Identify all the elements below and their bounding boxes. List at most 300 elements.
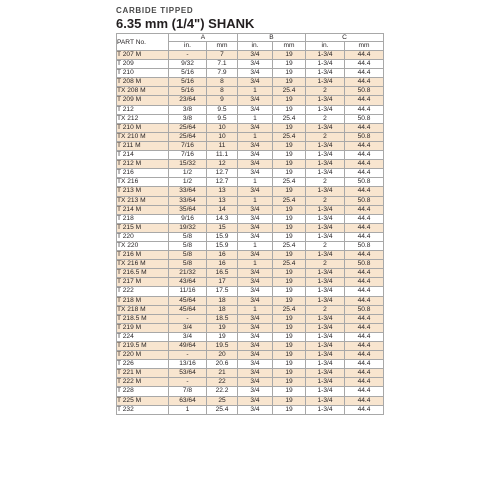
table-row — [117, 296, 384, 305]
table-row — [117, 251, 384, 260]
cell-b-in: 3/4 — [238, 342, 273, 351]
cell-b-in: 3/4 — [238, 187, 273, 196]
cell-b-in: 3/4 — [238, 232, 273, 241]
cell-b-mm: 19 — [273, 151, 306, 160]
cell-a-in: 7/8 — [169, 387, 207, 396]
part-number-cell: T 216.5 M — [117, 269, 169, 278]
cell-a-mm: 12 — [207, 160, 238, 169]
part-number-cell: TX 218 M — [117, 305, 169, 314]
cell-a-mm: 8 — [207, 87, 238, 96]
part-number-cell: T 207 M — [117, 51, 169, 60]
cell-b-in: 3/4 — [238, 378, 273, 387]
cell-c-mm: 44.4 — [345, 287, 384, 296]
cell-c-mm: 44.4 — [345, 123, 384, 132]
cell-c-mm: 44.4 — [345, 360, 384, 369]
cell-b-in: 3/4 — [238, 332, 273, 341]
part-number-cell: T 209 M — [117, 96, 169, 105]
table-row — [117, 214, 384, 223]
table-row — [117, 405, 384, 414]
cell-b-in: 3/4 — [238, 287, 273, 296]
cell-a-in: 9/16 — [169, 214, 207, 223]
cell-c-in: 1-3/4 — [306, 51, 345, 60]
cell-c-mm: 44.4 — [345, 151, 384, 160]
cell-b-mm: 19 — [273, 342, 306, 351]
cell-a-mm: 18 — [207, 296, 238, 305]
cell-a-in: 5/16 — [169, 69, 207, 78]
part-number-cell: T 220 M — [117, 351, 169, 360]
cell-a-in: 23/64 — [169, 96, 207, 105]
cell-c-mm: 50.8 — [345, 196, 384, 205]
cell-a-mm: 16.5 — [207, 269, 238, 278]
cell-c-mm: 44.4 — [345, 296, 384, 305]
part-number-cell: T 210 — [117, 69, 169, 78]
cell-c-mm: 44.4 — [345, 51, 384, 60]
cell-a-in: 5/8 — [169, 241, 207, 250]
table-body — [117, 51, 384, 415]
cell-b-in: 1 — [238, 87, 273, 96]
cell-c-in: 1-3/4 — [306, 405, 345, 414]
table-row — [117, 305, 384, 314]
cell-a-mm: 15.9 — [207, 232, 238, 241]
part-number-cell: T 225 M — [117, 396, 169, 405]
unit-header-b-in: in. — [238, 42, 273, 51]
cell-c-mm: 50.8 — [345, 178, 384, 187]
cell-c-in: 1-3/4 — [306, 69, 345, 78]
column-header-a: A — [169, 34, 238, 42]
table-row — [117, 105, 384, 114]
cell-c-in: 1-3/4 — [306, 151, 345, 160]
cell-a-in: - — [169, 51, 207, 60]
cell-b-in: 1 — [238, 196, 273, 205]
cell-b-in: 3/4 — [238, 96, 273, 105]
cell-c-in: 1-3/4 — [306, 369, 345, 378]
cell-a-mm: 7.1 — [207, 60, 238, 69]
part-number-cell: TX 216 — [117, 178, 169, 187]
cell-a-mm: 17 — [207, 278, 238, 287]
cell-c-in: 1-3/4 — [306, 169, 345, 178]
cell-a-mm: 18 — [207, 305, 238, 314]
part-number-cell: T 222 — [117, 287, 169, 296]
cell-a-in: 1/2 — [169, 178, 207, 187]
cell-c-in: 1-3/4 — [306, 351, 345, 360]
cell-a-in: 43/64 — [169, 278, 207, 287]
cell-a-mm: 8 — [207, 78, 238, 87]
cell-b-mm: 19 — [273, 214, 306, 223]
cell-a-in: 1 — [169, 405, 207, 414]
cell-a-mm: 7.9 — [207, 69, 238, 78]
part-number-cell: T 224 — [117, 332, 169, 341]
cell-b-in: 1 — [238, 260, 273, 269]
cell-c-in: 2 — [306, 196, 345, 205]
cell-c-in: 1-3/4 — [306, 360, 345, 369]
cell-b-mm: 19 — [273, 278, 306, 287]
cell-c-mm: 50.8 — [345, 87, 384, 96]
cell-c-mm: 44.4 — [345, 78, 384, 87]
part-number-cell: T 215 M — [117, 223, 169, 232]
cell-b-in: 3/4 — [238, 160, 273, 169]
unit-header-c-in: in. — [306, 42, 345, 51]
cell-a-in: 3/4 — [169, 332, 207, 341]
unit-header-a-mm: mm — [207, 42, 238, 51]
cell-b-mm: 19 — [273, 332, 306, 341]
cell-b-mm: 19 — [273, 223, 306, 232]
part-number-cell: T 214 — [117, 151, 169, 160]
table-row — [117, 360, 384, 369]
table-row — [117, 160, 384, 169]
cell-c-in: 1-3/4 — [306, 378, 345, 387]
part-number-cell: TX 212 — [117, 114, 169, 123]
cell-c-in: 1-3/4 — [306, 205, 345, 214]
cell-b-mm: 19 — [273, 232, 306, 241]
cell-a-mm: 13 — [207, 196, 238, 205]
cell-b-in: 3/4 — [238, 405, 273, 414]
cell-a-in: 53/64 — [169, 369, 207, 378]
table-row — [117, 169, 384, 178]
part-number-cell: TX 208 M — [117, 87, 169, 96]
table-row — [117, 141, 384, 150]
cell-a-in: 7/16 — [169, 141, 207, 150]
cell-c-mm: 50.8 — [345, 114, 384, 123]
cell-a-in: 45/64 — [169, 305, 207, 314]
cell-b-in: 3/4 — [238, 278, 273, 287]
column-header-part-no: PART No. — [117, 34, 169, 51]
cell-b-in: 1 — [238, 114, 273, 123]
cell-a-in: 3/8 — [169, 114, 207, 123]
cell-b-in: 3/4 — [238, 105, 273, 114]
cell-c-in: 1-3/4 — [306, 96, 345, 105]
cell-a-mm: 14.3 — [207, 214, 238, 223]
part-number-cell: T 209 — [117, 60, 169, 69]
cell-c-mm: 44.4 — [345, 96, 384, 105]
cell-c-in: 2 — [306, 241, 345, 250]
cell-a-in: 25/64 — [169, 132, 207, 141]
table-row — [117, 342, 384, 351]
cell-b-in: 3/4 — [238, 323, 273, 332]
cell-c-in: 2 — [306, 114, 345, 123]
cell-b-mm: 19 — [273, 96, 306, 105]
cell-c-mm: 44.4 — [345, 378, 384, 387]
part-number-cell: T 219.5 M — [117, 342, 169, 351]
cell-b-mm: 25.4 — [273, 260, 306, 269]
cell-a-in: 49/64 — [169, 342, 207, 351]
cell-c-mm: 44.4 — [345, 342, 384, 351]
cell-c-mm: 44.4 — [345, 160, 384, 169]
table-row — [117, 69, 384, 78]
cell-a-in: 45/64 — [169, 296, 207, 305]
cell-c-in: 1-3/4 — [306, 123, 345, 132]
table-row — [117, 369, 384, 378]
cell-b-in: 3/4 — [238, 214, 273, 223]
part-number-cell: T 226 — [117, 360, 169, 369]
cell-a-mm: 22 — [207, 378, 238, 387]
cell-b-in: 3/4 — [238, 269, 273, 278]
cell-a-in: 11/16 — [169, 287, 207, 296]
cell-c-in: 1-3/4 — [306, 269, 345, 278]
cell-c-mm: 44.4 — [345, 396, 384, 405]
cell-c-mm: 44.4 — [345, 105, 384, 114]
cell-b-mm: 19 — [273, 323, 306, 332]
part-number-cell: T 216 M — [117, 251, 169, 260]
table-row — [117, 123, 384, 132]
cell-b-in: 3/4 — [238, 51, 273, 60]
cell-a-mm: 16 — [207, 260, 238, 269]
table-row — [117, 205, 384, 214]
cell-c-mm: 44.4 — [345, 141, 384, 150]
cell-a-mm: 16 — [207, 251, 238, 260]
cell-b-in: 3/4 — [238, 151, 273, 160]
cell-c-in: 2 — [306, 132, 345, 141]
cell-b-in: 3/4 — [238, 251, 273, 260]
table-row — [117, 287, 384, 296]
cell-c-mm: 44.4 — [345, 232, 384, 241]
section-subtitle: CARBIDE TIPPED — [116, 6, 194, 15]
cell-a-mm: 11 — [207, 141, 238, 150]
part-number-cell: T 218 M — [117, 296, 169, 305]
table-row — [117, 241, 384, 250]
cell-c-in: 1-3/4 — [306, 396, 345, 405]
cell-a-mm: 22.2 — [207, 387, 238, 396]
cell-b-mm: 19 — [273, 269, 306, 278]
cell-a-in: 3/4 — [169, 323, 207, 332]
cell-b-mm: 19 — [273, 169, 306, 178]
table-row — [117, 223, 384, 232]
cell-c-in: 1-3/4 — [306, 141, 345, 150]
unit-header-b-mm: mm — [273, 42, 306, 51]
cell-c-in: 2 — [306, 305, 345, 314]
cell-a-in: - — [169, 314, 207, 323]
cell-c-mm: 44.4 — [345, 214, 384, 223]
cell-a-in: 1/2 — [169, 169, 207, 178]
table-row — [117, 378, 384, 387]
cell-b-mm: 19 — [273, 314, 306, 323]
cell-a-mm: 20 — [207, 351, 238, 360]
cell-b-in: 1 — [238, 241, 273, 250]
cell-a-in: 7/16 — [169, 151, 207, 160]
cell-b-in: 1 — [238, 132, 273, 141]
cell-b-in: 3/4 — [238, 369, 273, 378]
cell-b-in: 3/4 — [238, 296, 273, 305]
cell-c-in: 1-3/4 — [306, 342, 345, 351]
cell-c-in: 1-3/4 — [306, 214, 345, 223]
table-row — [117, 314, 384, 323]
cell-b-mm: 19 — [273, 78, 306, 87]
cell-c-mm: 44.4 — [345, 332, 384, 341]
table-row — [117, 178, 384, 187]
table-row — [117, 351, 384, 360]
cell-b-in: 3/4 — [238, 78, 273, 87]
cell-c-mm: 44.4 — [345, 251, 384, 260]
table-row — [117, 132, 384, 141]
cell-c-mm: 44.4 — [345, 314, 384, 323]
cell-c-mm: 44.4 — [345, 60, 384, 69]
cell-c-in: 2 — [306, 178, 345, 187]
cell-a-in: 13/16 — [169, 360, 207, 369]
cell-a-in: 35/64 — [169, 205, 207, 214]
part-number-cell: T 218.5 M — [117, 314, 169, 323]
column-header-b: B — [238, 34, 306, 42]
cell-b-in: 3/4 — [238, 351, 273, 360]
part-number-cell: T 214 M — [117, 205, 169, 214]
cell-b-in: 3/4 — [238, 396, 273, 405]
table-row — [117, 114, 384, 123]
cell-c-mm: 44.4 — [345, 223, 384, 232]
cell-b-mm: 25.4 — [273, 178, 306, 187]
part-number-cell: TX 220 — [117, 241, 169, 250]
cell-c-mm: 44.4 — [345, 323, 384, 332]
cell-c-in: 1-3/4 — [306, 60, 345, 69]
cell-b-in: 3/4 — [238, 360, 273, 369]
section-title: 6.35 mm (1/4") SHANK — [116, 16, 255, 31]
cell-a-mm: 19 — [207, 332, 238, 341]
part-number-cell: T 222 M — [117, 378, 169, 387]
header-row-groups — [117, 34, 384, 42]
cell-a-in: 15/32 — [169, 160, 207, 169]
cell-a-in: - — [169, 351, 207, 360]
cell-b-mm: 19 — [273, 105, 306, 114]
unit-header-a-in: in. — [169, 42, 207, 51]
cell-b-mm: 19 — [273, 51, 306, 60]
cell-a-in: 5/16 — [169, 87, 207, 96]
cell-c-in: 1-3/4 — [306, 160, 345, 169]
cell-c-in: 1-3/4 — [306, 323, 345, 332]
cell-c-mm: 50.8 — [345, 241, 384, 250]
cell-a-mm: 15.9 — [207, 241, 238, 250]
cell-c-mm: 44.4 — [345, 369, 384, 378]
cell-a-mm: 19 — [207, 323, 238, 332]
cell-c-mm: 44.4 — [345, 405, 384, 414]
part-number-cell: T 216 — [117, 169, 169, 178]
table-row — [117, 60, 384, 69]
part-number-cell: T 212 — [117, 105, 169, 114]
cell-c-mm: 44.4 — [345, 187, 384, 196]
table-row — [117, 396, 384, 405]
cell-a-mm: 12.7 — [207, 178, 238, 187]
cell-b-mm: 19 — [273, 387, 306, 396]
cell-a-mm: 25 — [207, 396, 238, 405]
cell-a-mm: 7 — [207, 51, 238, 60]
cell-b-in: 3/4 — [238, 205, 273, 214]
cell-c-mm: 44.4 — [345, 278, 384, 287]
cell-b-mm: 19 — [273, 378, 306, 387]
cell-b-in: 3/4 — [238, 123, 273, 132]
cell-b-in: 3/4 — [238, 314, 273, 323]
cell-c-in: 1-3/4 — [306, 278, 345, 287]
cell-c-in: 1-3/4 — [306, 332, 345, 341]
column-header-c: C — [306, 34, 384, 42]
cell-b-in: 3/4 — [238, 141, 273, 150]
table-row — [117, 51, 384, 60]
cell-a-mm: 17.5 — [207, 287, 238, 296]
cell-b-in: 3/4 — [238, 69, 273, 78]
cell-c-in: 1-3/4 — [306, 251, 345, 260]
cell-a-in: 33/64 — [169, 187, 207, 196]
cell-b-mm: 19 — [273, 360, 306, 369]
cell-b-mm: 25.4 — [273, 132, 306, 141]
table-row — [117, 260, 384, 269]
cell-b-mm: 19 — [273, 60, 306, 69]
cell-c-in: 1-3/4 — [306, 287, 345, 296]
cell-b-mm: 19 — [273, 141, 306, 150]
part-number-cell: T 220 — [117, 232, 169, 241]
cell-c-mm: 44.4 — [345, 269, 384, 278]
cell-b-in: 3/4 — [238, 223, 273, 232]
cell-b-mm: 19 — [273, 405, 306, 414]
cell-b-in: 1 — [238, 305, 273, 314]
cell-c-in: 2 — [306, 260, 345, 269]
cell-a-mm: 25.4 — [207, 405, 238, 414]
cell-b-in: 3/4 — [238, 60, 273, 69]
cell-b-in: 3/4 — [238, 169, 273, 178]
dimensions-table — [116, 33, 384, 415]
part-number-cell: T 221 M — [117, 369, 169, 378]
part-number-cell: T 213 M — [117, 187, 169, 196]
table-row — [117, 196, 384, 205]
table-row — [117, 269, 384, 278]
cell-c-in: 1-3/4 — [306, 78, 345, 87]
cell-a-mm: 10 — [207, 123, 238, 132]
cell-c-in: 1-3/4 — [306, 314, 345, 323]
cell-a-in: 25/64 — [169, 123, 207, 132]
cell-b-mm: 25.4 — [273, 305, 306, 314]
cell-b-mm: 19 — [273, 296, 306, 305]
cell-b-in: 1 — [238, 178, 273, 187]
cell-a-in: 3/8 — [169, 105, 207, 114]
cell-a-in: 21/32 — [169, 269, 207, 278]
table-row — [117, 232, 384, 241]
part-number-cell: T 219 M — [117, 323, 169, 332]
unit-header-c-mm: mm — [345, 42, 384, 51]
cell-b-mm: 19 — [273, 205, 306, 214]
table-row — [117, 278, 384, 287]
part-number-cell: T 211 M — [117, 141, 169, 150]
cell-a-mm: 9.5 — [207, 105, 238, 114]
cell-c-in: 1-3/4 — [306, 187, 345, 196]
part-number-cell: T 232 — [117, 405, 169, 414]
cell-b-mm: 19 — [273, 69, 306, 78]
cell-a-in: 5/8 — [169, 260, 207, 269]
cell-b-mm: 25.4 — [273, 241, 306, 250]
cell-b-mm: 19 — [273, 287, 306, 296]
cell-b-mm: 19 — [273, 351, 306, 360]
cell-b-mm: 25.4 — [273, 114, 306, 123]
part-number-cell: TX 210 M — [117, 132, 169, 141]
cell-a-mm: 9 — [207, 96, 238, 105]
table-row — [117, 78, 384, 87]
cell-a-mm: 14 — [207, 205, 238, 214]
cell-a-mm: 13 — [207, 187, 238, 196]
table-row — [117, 187, 384, 196]
cell-a-mm: 12.7 — [207, 169, 238, 178]
cell-c-in: 1-3/4 — [306, 232, 345, 241]
table-row — [117, 87, 384, 96]
cell-b-mm: 25.4 — [273, 87, 306, 96]
table-row — [117, 323, 384, 332]
cell-b-mm: 19 — [273, 369, 306, 378]
cell-a-in: 33/64 — [169, 196, 207, 205]
table-row — [117, 387, 384, 396]
cell-c-mm: 50.8 — [345, 132, 384, 141]
cell-a-in: 5/16 — [169, 78, 207, 87]
part-number-cell: TX 213 M — [117, 196, 169, 205]
table-row — [117, 332, 384, 341]
cell-c-in: 1-3/4 — [306, 223, 345, 232]
cell-c-mm: 44.4 — [345, 351, 384, 360]
cell-a-in: 19/32 — [169, 223, 207, 232]
cell-c-mm: 50.8 — [345, 305, 384, 314]
cell-b-in: 3/4 — [238, 387, 273, 396]
cell-c-mm: 44.4 — [345, 387, 384, 396]
cell-b-mm: 19 — [273, 251, 306, 260]
